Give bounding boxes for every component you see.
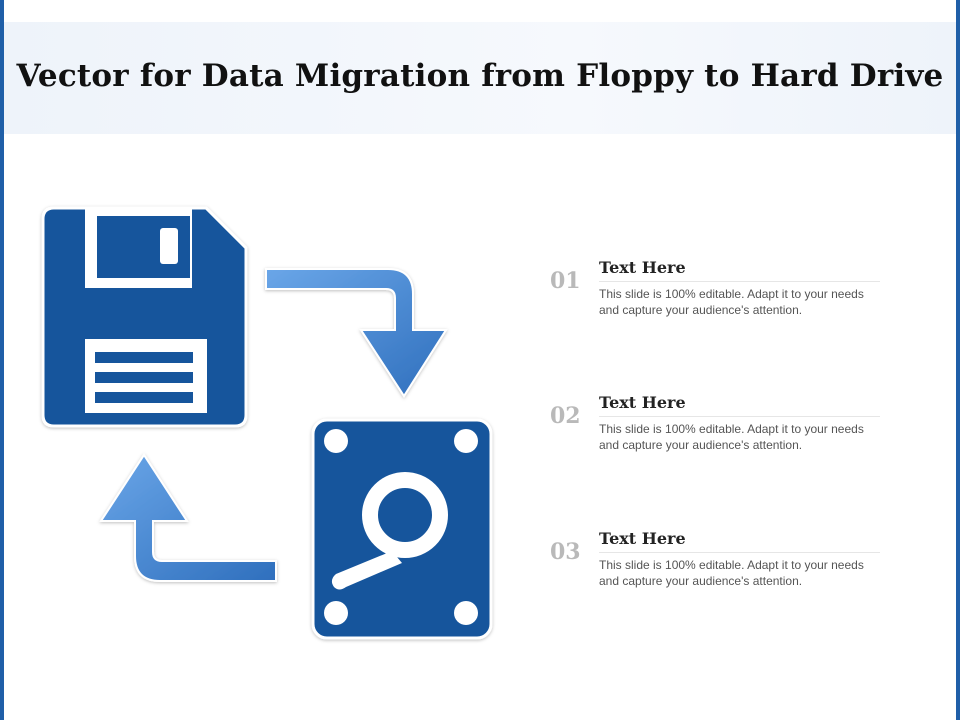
step-description: This slide is 100% editable. Adapt it to your needs and capture your audience's attention. <box>599 558 864 588</box>
step-title: Text Here <box>599 393 880 417</box>
step-title: Text Here <box>599 529 880 553</box>
step-description: This slide is 100% editable. Adapt it to your needs and capture your audience's attention. <box>599 287 864 317</box>
right-border <box>956 0 960 720</box>
floppy-disk-icon <box>43 208 246 426</box>
step-number: 03 <box>550 539 581 565</box>
step-number: 01 <box>550 268 581 294</box>
hard-drive-icon <box>313 420 491 638</box>
step-title: Text Here <box>599 258 880 282</box>
step-description: This slide is 100% editable. Adapt it to your needs and capture your audience's attention. <box>599 422 864 452</box>
step-number: 02 <box>550 403 581 429</box>
arrow-down-icon <box>266 269 446 396</box>
slide-title: Vector for Data Migration from Floppy to Hard Drive <box>16 58 944 94</box>
arrow-up-icon <box>101 455 276 581</box>
